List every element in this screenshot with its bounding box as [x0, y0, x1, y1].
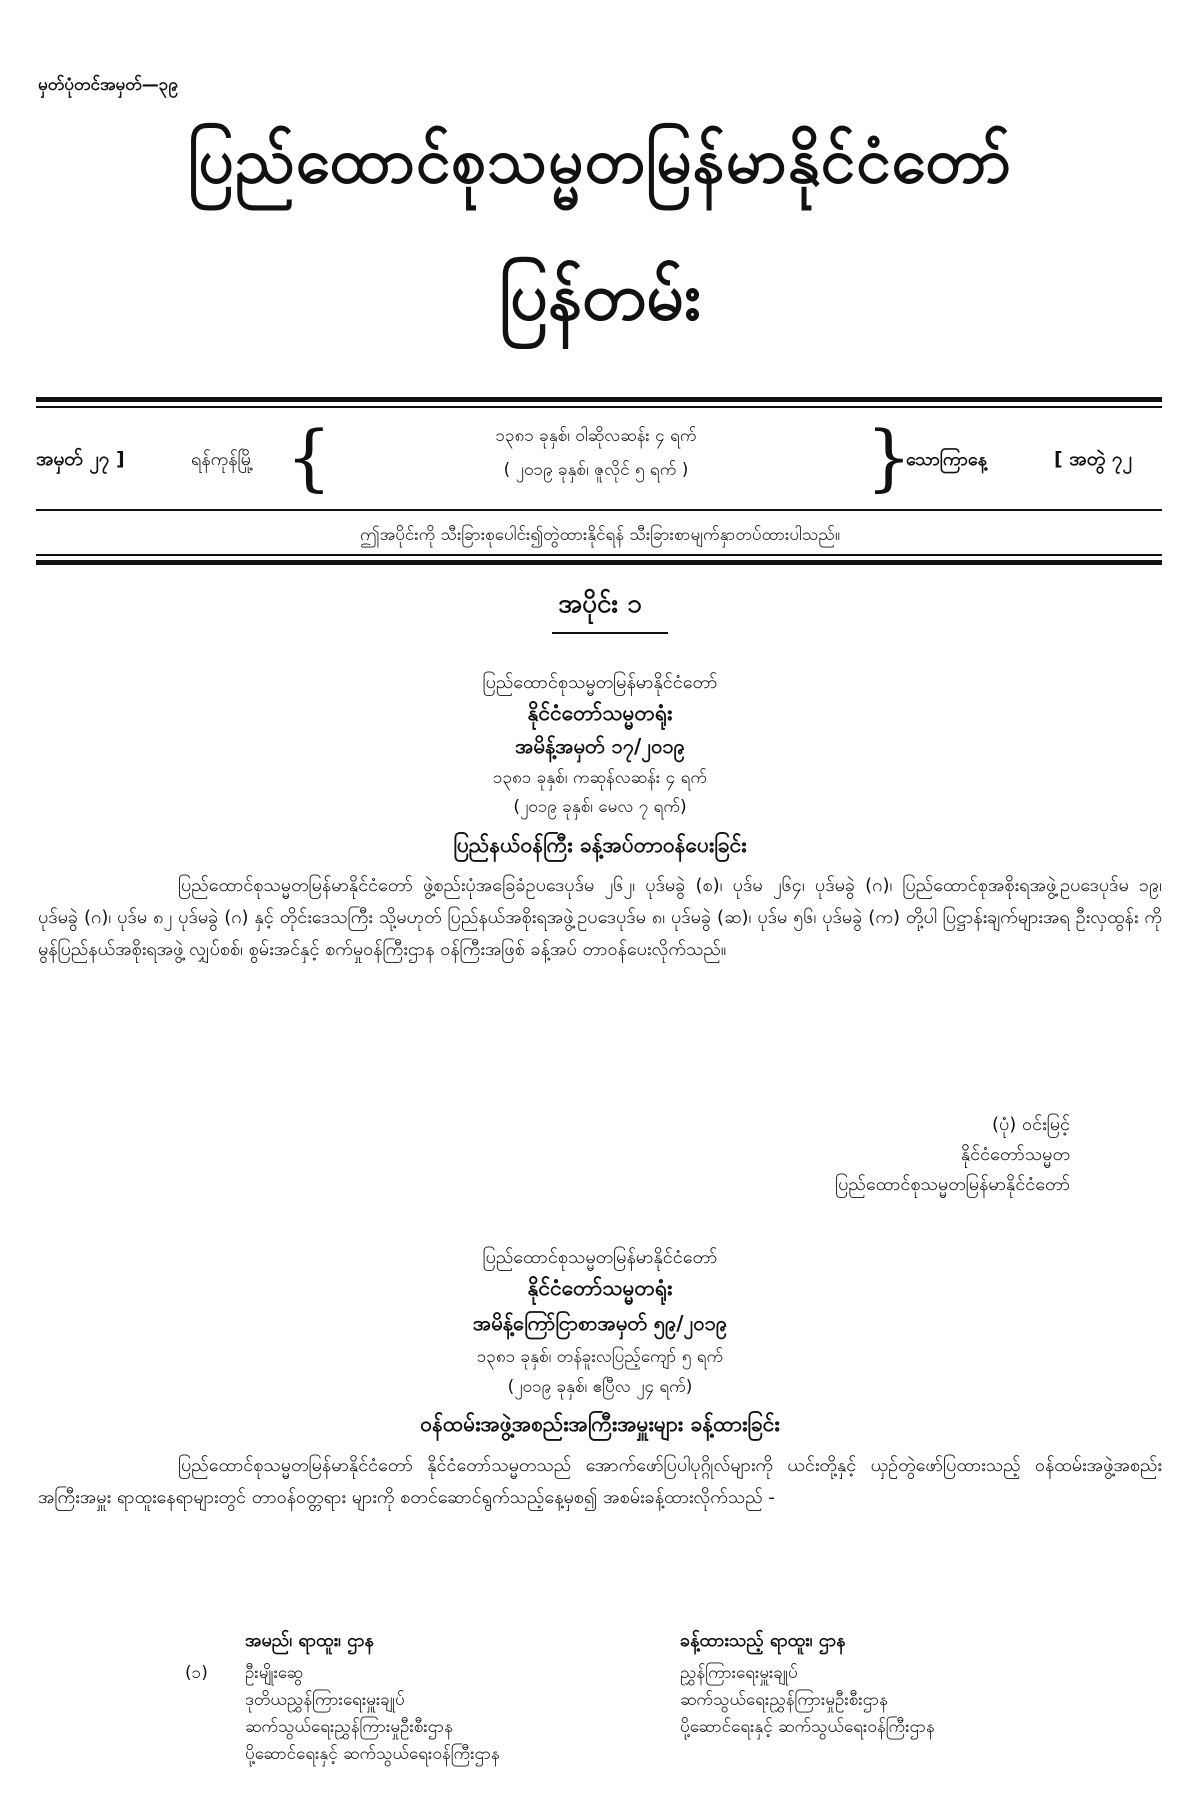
order1-subject: ပြည်နယ်ဝန်ကြီး ခန့်အပ်တာဝန်ပေးခြင်း [453, 833, 747, 857]
order2-state: ပြည်ထောင်စုသမ္မတမြန်မာနိုင်ငံတော် [482, 1247, 718, 1268]
order2-body-line: များကို စတင်ဆောင်ရွက်သည့်နေ့မှစ၍ အစမ်းခန့်ထားလိုက်သည် - [351, 1487, 775, 1508]
order1-body-line: ဦးလှထွန်း ကို မွန်ပြည်နယ်အစိုးရအဖွဲ့ လျှပ်စစ်၊ စွမ်းအင်နှင့် စက်မှုဝန်ကြီးဌာန ဝန်ကြီးအဖြစ် ခန့်အပ် [38, 907, 1162, 960]
table-cell-line: ဒုတိယညွှန်ကြားရေးမှူးချုပ် [245, 1690, 405, 1710]
order2-body-line: ယင်းတို့နှင့် ယှဉ်တွဲဖော်ပြထားသည့် ဝန်ထမ်းအဖွဲ့အစည်းအကြီးအမှူး ရာထူးနေရာများတွင် တာဝန်ဝတ္တရား [38, 1455, 1162, 1508]
table-row-col1 [245, 1660, 665, 1768]
header-rule-bottom [36, 509, 1162, 511]
table-cell-line: ပို့ဆောင်ရေးနှင့် ဆက်သွယ်ရေးဝန်ကြီးဌာန [680, 1717, 935, 1737]
order1-body-line: ပြည်ထောင်စုသမ္မတမြန်မာနိုင်ငံတော် ဖွဲ့စည်းပုံအခြေခံဥပဒေပုဒ်မ ၂၆၂၊ ပုဒ်မခွဲ (စ)၊ ပုဒ်မ ၂၆၄၊ [178, 875, 805, 896]
order1-state: ပြည်ထောင်စုသမ္မတမြန်မာနိုင်ငံတော် [482, 672, 718, 693]
left-brace: { [286, 415, 332, 499]
header-rule-thin-top [36, 406, 1162, 408]
order1-body [38, 870, 1162, 966]
signature-name: (ပုံ) ဝင်းမြင့် [992, 1114, 1070, 1135]
separate-page-notice: ဤအပိုင်းကို သီးခြားစုပေါင်း၍တွဲထားနိုင်ရန် သီးခြားစာမျက်နှာတပ်ထားပါသည်။ [360, 525, 840, 545]
part-heading-underline [552, 632, 668, 634]
order2-date-western: (၂၀၁၉ ခုနှစ်၊ ဧပြီလ ၂၄ ရက်) [507, 1377, 693, 1397]
registration-number: မှတ်ပုံတင်အမှတ်—၃၉ [38, 75, 178, 95]
table-cell-line: ဦးမျိုးဆွေ [245, 1663, 303, 1683]
order1-number: အမိန့်အမှတ် ၁၇/၂၀၁၉ [515, 734, 685, 758]
order2-body-line: ပြည်ထောင်စုသမ္မတမြန်မာနိုင်ငံတော် နိုင်ငံတော်သမ္မတသည် အောက်ဖော်ပြပါပုဂ္ဂိုလ်များကို [178, 1455, 774, 1476]
table-cell-line: ပို့ဆောင်ရေးနှင့် ဆက်သွယ်ရေးဝန်ကြီးဌာန [245, 1744, 500, 1764]
table-col2-header: ခန့်ထားသည့် ရာထူး၊ ဌာန [680, 1630, 846, 1651]
table-cell-line: ဆက်သွယ်ရေးညွှန်ကြားမှုဦးစီးဌာန [680, 1690, 888, 1710]
table-row-col2 [680, 1660, 1160, 1741]
order1-body-line: တာဝန်ပေးလိုက်သည်။ [582, 939, 727, 960]
order1-body-line: ပုဒ်မခွဲ (ဂ)၊ ပြည်ထောင်စုအစိုးရအဖွဲ့ဥပဒေပုဒ်မ ၁၉၊ ပုဒ်မခွဲ (ဂ)၊ ပုဒ်မ ၈၂ ပုဒ်မခွဲ (ဂ) နှင့် တိုင်းဒေသကြီး [38, 875, 1162, 928]
order2-office: နိုင်ငံတော်သမ္မတရုံး [527, 1276, 673, 1300]
part-heading: အပိုင်း ၁ [558, 589, 642, 619]
issue-header [36, 415, 1162, 507]
header-rule-thick-top [36, 397, 1162, 402]
order1-signature [835, 1110, 1070, 1200]
issue-number: အမှတ် ၂၇ ] [36, 448, 125, 470]
table-cell-line: ဆက်သွယ်ရေးညွှန်ကြားမှုဦးစီးဌာန [245, 1717, 453, 1737]
gazette-subtitle: ပြန်တမ်း [499, 258, 701, 335]
volume-number: [ အတွဲ ၇၂ [1054, 448, 1132, 470]
signature-title: နိုင်ငံတော်သမ္မတ [960, 1144, 1070, 1165]
table-col1-header: အမည်၊ ရာထူး၊ ဌာန [245, 1630, 374, 1651]
table-cell-line: ညွှန်ကြားရေးမှူးချုပ် [680, 1663, 798, 1683]
order1-office: နိုင်ငံတော်သမ္မတရုံး [527, 701, 673, 725]
order2-body [38, 1450, 1162, 1514]
order1-date-myanmar: ၁၃၈၁ ခုနှစ်၊ ကဆုန်လဆန်း ၄ ရက် [493, 768, 707, 788]
issue-date-western: ( ၂၀၁၉ ခုနှစ်၊ ဇူလိုင် ၅ ရက် ) [503, 460, 689, 480]
gazette-title: ပြည်ထောင်စုသမ္မတမြန်မာနိုင်ငံတော် [188, 124, 1012, 197]
order2-number: အမိန့်ကြော်ငြာစာအမှတ် ၅၉/၂၀၁၉ [472, 1311, 728, 1335]
order1-body-line: သို့မဟုတ် ပြည်နယ်အစိုးရအဖွဲ့ဥပဒေပုဒ်မ ၈၊ ပုဒ်မခွဲ (ဆ)၊ ပုဒ်မ ၅၆၊ ပုဒ်မခွဲ (က) တို့ပါ ပြဋ္ဌာန်းချက်များအရ [378, 907, 1070, 928]
order1-date-western: (၂၀၁၉ ခုနှစ်၊ မေလ ၇ ရက်) [513, 797, 687, 817]
right-brace: } [866, 415, 912, 499]
order2-subject: ဝန်ထမ်းအဖွဲ့အစည်းအကြီးအမှူးများ ခန့်ထားခြင်း [420, 1412, 780, 1436]
order2-date-myanmar: ၁၃၈၁ ခုနှစ်၊ တန်ခူးလပြည့်ကျော် ၅ ရက် [476, 1347, 724, 1367]
signature-state: ပြည်ထောင်စုသမ္မတမြန်မာနိုင်ငံတော် [835, 1174, 1070, 1195]
city: ရန်ကုန်မြို့ [191, 449, 254, 470]
issue-date-myanmar: ၁၃၈၁ ခုနှစ်၊ ဝါဆိုလဆန်း ၄ ရက် [495, 426, 697, 446]
notice-rule-thin [36, 554, 1162, 556]
weekday: သောကြာနေ့ [906, 449, 987, 470]
notice-rule-thick [36, 560, 1162, 565]
table-row-index: (၁) [185, 1663, 208, 1683]
